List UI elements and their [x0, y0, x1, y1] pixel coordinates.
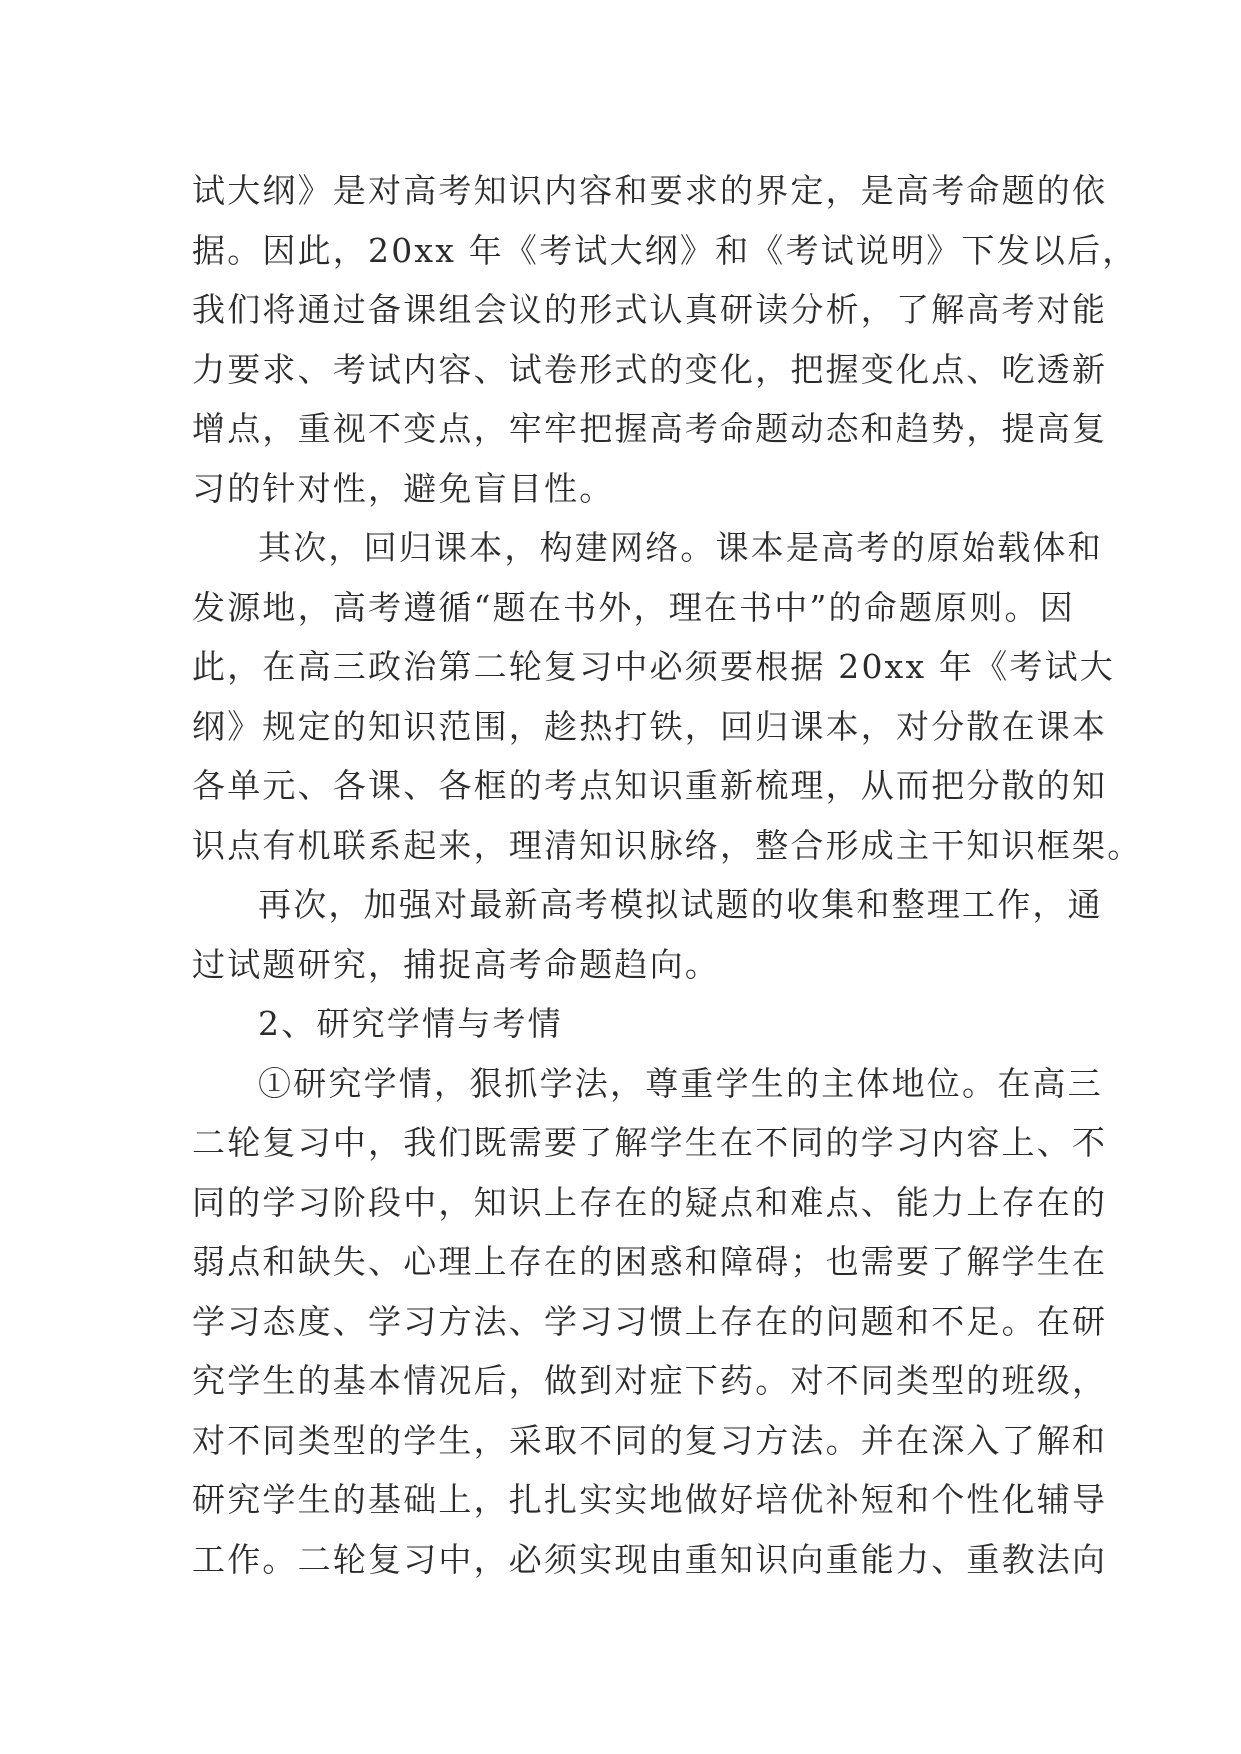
text-line: 学习态度、学习方法、学习习惯上存在的问题和不足。在研 [192, 1301, 1108, 1341]
text-line: 研究学生的基础上，扎扎实实地做好培优补短和个性化辅导 [192, 1480, 1108, 1519]
text-line: 我们将通过备课组会议的形式认真研读分析，了解高考对能 [192, 290, 1108, 329]
text-line: 试大纲》是对高考知识内容和要求的界定，是高考命题的依 [192, 171, 1108, 210]
text-line: 纲》规定的知识范围，趁热打铁，回归课本，对分散在课本 [192, 706, 1108, 746]
text-line: 二轮复习中，我们既需要了解学生在不同的学习内容上、不 [192, 1123, 1108, 1162]
text-line: 习的针对性，避免盲目性。 [192, 468, 615, 508]
text-line: 对不同类型的学生，采取不同的复习方法。并在深入了解和 [192, 1420, 1108, 1460]
text-line: 识点有机联系起来，理清知识脉络，整合形成主干知识框架。 [192, 825, 1143, 865]
text-line: 增点，重视不变点，牢牢把握高考命题动态和趋势，提高复 [192, 409, 1108, 448]
text-line: 力要求、考试内容、试卷形式的变化，把握变化点、吃透新 [192, 349, 1108, 389]
text-line: 再次，加强对最新高考模拟试题的收集和整理工作，通 [258, 885, 1103, 924]
text-line: ①研究学情，狠抓学法，尊重学生的主体地位。在高三 [258, 1063, 1103, 1103]
text-line: 各单元、各课、各框的考点知识重新梳理，从而把分散的知 [192, 766, 1108, 805]
text-line: 据。因此，20xx 年《考试大纲》和《考试说明》下发以后， [192, 230, 1138, 270]
text-line: 同的学习阶段中，知识上存在的疑点和难点、能力上存在的 [192, 1182, 1108, 1222]
text-line: 发源地，高考遵循“题在书外，理在书中”的命题原则。因 [192, 587, 1075, 627]
text-line: 其次，回归课本，构建网络。课本是高考的原始载体和 [258, 528, 1103, 567]
text-line: 究学生的基本情况后，做到对症下药。对不同类型的班级， [192, 1361, 1108, 1400]
text-line: 此，在高三政治第二轮复习中必须要根据 20xx 年《考试大 [192, 647, 1115, 686]
text-line: 弱点和缺失、心理上存在的困惑和障碍；也需要了解学生在 [192, 1242, 1108, 1281]
text-line: 2、研究学情与考情 [258, 1004, 563, 1043]
text-line: 工作。二轮复习中，必须实现由重知识向重能力、重教法向 [192, 1539, 1108, 1579]
text-line: 过试题研究，捕捉高考命题趋向。 [192, 944, 720, 984]
document-body [192, 161, 1143, 1589]
